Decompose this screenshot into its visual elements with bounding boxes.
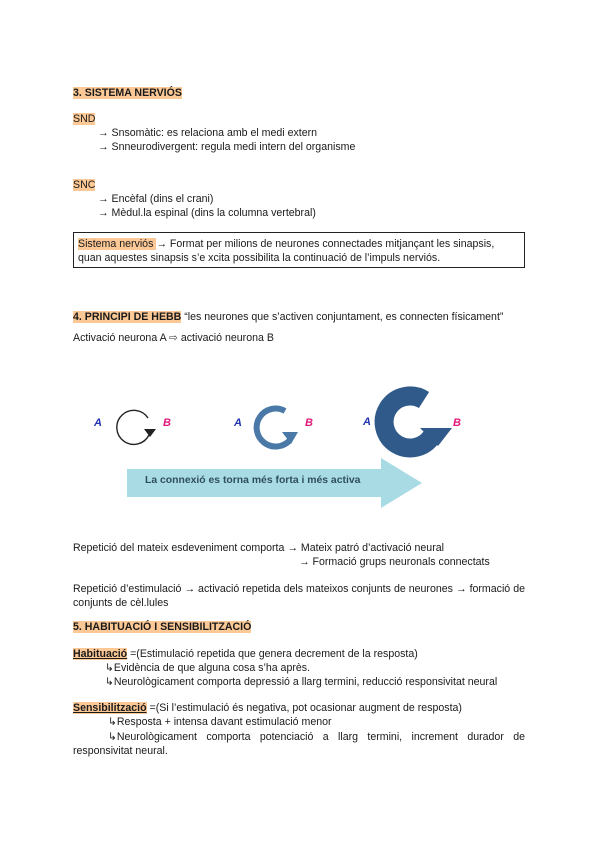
- snd-item: → Snsomàtic: es relaciona amb el medi extern: [98, 127, 318, 139]
- neuron-a-label: A: [363, 416, 371, 428]
- habituacio-line: Habituació =(Estimulació repetida que genera decrement de la resposta): [73, 648, 418, 660]
- sensibilitzacio-term: Sensibilització: [73, 702, 147, 714]
- neuron-b-label: B: [163, 417, 171, 429]
- sensibilitzacio-item: ↳Resposta + intensa davant estimulació menor: [108, 716, 332, 728]
- neuron-b-label: B: [305, 417, 313, 429]
- snd-label: SND: [73, 113, 96, 125]
- habituacio-term: Habituació: [73, 648, 128, 660]
- connection-arrow-text: La connexió es torna més forta i més activa: [145, 475, 361, 486]
- snc-label: SNC: [73, 179, 96, 191]
- stimulation-paragraph: Repetició d’estimulació → activació repetida dels mateixos conjunts de neurones → formació de conjunts de cèl.lules: [73, 583, 525, 609]
- neuron-a-label: A: [234, 417, 242, 429]
- sensibilitzacio-line: Sensibilització =(Si l’estimulació és negativa, pot ocasionar augment de resposta): [73, 702, 462, 714]
- small-cycle-arrow-icon: [117, 410, 149, 444]
- definition-line-1: Sistema nerviós → Format per milions de neurones connectades mitjançant les sinapsis,: [78, 238, 495, 250]
- activation-line: Activació neurona A ⇨ activació neurona B: [73, 332, 274, 344]
- neuron-a-label: A: [94, 417, 102, 429]
- hollow-arrow-icon: ⇨: [169, 332, 178, 344]
- sensibilitzacio-item: ↳Neurològicament comporta potenciació a llarg termini, increment durador de responsivitat neural.: [73, 731, 525, 757]
- hebb-quote: “les neurones que s’activen conjuntament, es connecten físicament”: [181, 311, 504, 323]
- habituacio-item: ↳Neurològicament comporta depressió a llarg termini, reducció responsivitat neural: [105, 676, 498, 688]
- repetition-line-2: → Formació grups neuronals connectats: [299, 556, 490, 568]
- definition-line-2: quan aquestes sinapsis s’e xcita possibilita la continuació de l’impuls nerviós.: [78, 252, 441, 264]
- section-4-title: 4. PRINCIPI DE HEBB: [73, 311, 182, 323]
- small-cycle-arrowhead: [144, 429, 156, 437]
- section-3-title: 3. SISTEMA NERVIÓS: [73, 87, 182, 99]
- repetition-line-1: Repetició del mateix esdeveniment comporta → Mateix patró d’activació neural: [73, 542, 444, 554]
- snc-item: → Mèdul.la espinal (dins la columna vertebral): [98, 207, 316, 219]
- medium-cycle-arrow-icon: [257, 409, 290, 447]
- definition-term: Sistema nerviós: [78, 238, 157, 250]
- snd-item: → Snneurodivergent: regula medi intern del organisme: [98, 141, 356, 153]
- snc-item: → Encèfal (dins el crani): [98, 193, 214, 205]
- large-cycle-arrow-icon: [384, 396, 432, 448]
- section-5-title: 5. HABITUACIÓ I SENSIBILITZACIÓ: [73, 621, 252, 633]
- neuron-b-label: B: [453, 417, 461, 429]
- habituacio-item: ↳Evidència de que alguna cosa s’ha après.: [105, 662, 310, 674]
